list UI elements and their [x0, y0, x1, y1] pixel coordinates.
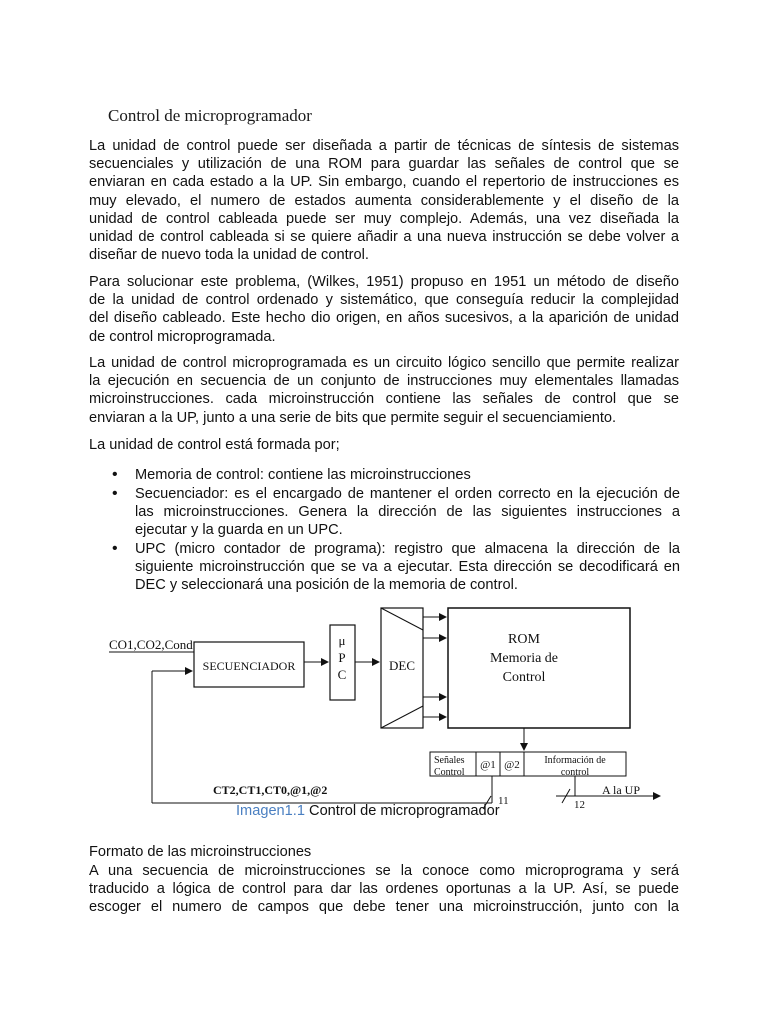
text-line: microinstrucciones. cada microinstrucción contiene las señales de control que se: [89, 391, 679, 408]
section-heading: Control de microprogramador: [108, 106, 312, 125]
field-info-label: Información de: [544, 755, 606, 766]
caption-text: Control de microprogramador: [304, 803, 500, 819]
text-line: las microinstrucciones. Genera la dirección de las siguientes instrucciones a: [135, 504, 680, 521]
text-line: del diseño cableado. Este hecho dio origen, en años sucesivos, a la aparición de unidad: [89, 310, 679, 327]
text-line: Secuenciador: es el encargado de mantener el orden correcto en la ejecución de: [135, 486, 680, 502]
text-line: La unidad de control puede ser diseñada a partir de técnicas de síntesis de sistemas: [89, 138, 679, 154]
text-line: diseñar de nuevo toda la unidad de control.: [89, 247, 369, 264]
text-line: A una secuencia de microinstrucciones se la conoce como microprograma y será: [89, 863, 679, 879]
text-line: ejecutar y la guarda en un UPC.: [135, 522, 343, 539]
text-line: siguiente microinstrucción que se va a ejecutar. Esta dirección se decodificará en: [135, 559, 680, 576]
upc-letter: C: [337, 667, 347, 682]
text-line: la ejecución en secuencia de un conjunto de instrucciones muy elementales llamadas: [89, 373, 679, 390]
rom-label: ROM: [508, 632, 540, 647]
upc-letter: μ: [338, 633, 346, 648]
bullet-item-3: [135, 540, 680, 595]
decoder-label: DEC: [389, 658, 415, 673]
field-senales-label: Control: [434, 767, 465, 778]
text-line: UPC (micro contador de programa): registro que almacena la dirección de la: [135, 541, 680, 557]
feedback-signals-label: CT2,CT1,CT0,@1,@2: [213, 783, 328, 797]
text-line: muy elevado, el numero de estados aumenta considerablemente y el diseño de la: [89, 192, 679, 209]
rom-label: Memoria de: [489, 651, 559, 666]
paragraph-3: [89, 354, 679, 427]
text-line: La unidad de control está formada por;: [89, 437, 340, 453]
figure-caption: [236, 803, 500, 819]
text-line: La unidad de control microprogramada es un circuito lógico sencillo que permite realizar: [89, 355, 679, 371]
text-line: unidad de control cableada si se quiere añadir a una nueva instrucción se debe volver a: [89, 229, 679, 246]
bullet-item-1: [135, 466, 680, 484]
field-a2-label: @2: [504, 759, 520, 771]
field-a1-label: @1: [480, 759, 496, 771]
field-info-label: control: [560, 767, 590, 778]
rom-control-memory-block: [448, 608, 630, 728]
paragraph-1: [89, 137, 679, 264]
caption-label: Imagen1.1: [236, 803, 305, 819]
text-line: enviaran en cada estado a la UP. Sin embargo, cuando el repertorio de instrucciones es: [89, 174, 679, 191]
text-line: Para solucionar este problema, (Wilkes, 1951) propuso en 1951 un método de diseño: [89, 274, 679, 290]
bullet-dot: •: [112, 485, 118, 502]
bullet-dot: •: [112, 466, 118, 483]
text-line: traducido a lógica de control para dar las ordenes oportunas a la UP. Así, se puede: [89, 881, 679, 898]
input-signals-label: CO1,CO2,Cond: [109, 637, 193, 652]
output-label: A la UP: [602, 783, 641, 797]
field-senales-label: Señales: [434, 755, 465, 766]
text-line: escoger el numero de campos que debe tener una microinstrucción, junto con la: [89, 899, 679, 916]
text-line: de la unidad de control ordenado y sistemático, que conseguía reducir la complejidad: [89, 292, 679, 309]
sequencer-label: SECUENCIADOR: [202, 659, 296, 673]
rom-label: Control: [502, 670, 546, 685]
paragraph-5: [89, 862, 679, 917]
bullet-dot: •: [112, 540, 118, 557]
text-line: DEC y seleccionará una posición de la memoria de control.: [135, 577, 518, 594]
text-line: Memoria de control: contiene las microinstrucciones: [135, 467, 471, 483]
paragraph-2: [89, 273, 679, 346]
upc-letter: P: [338, 650, 346, 665]
text-line: de control microprogramada.: [89, 328, 276, 345]
text-line: enviaran a la UP, junto a una serie de bits que permite seguir el secuenciamiento.: [89, 409, 617, 426]
bullet-item-2: [135, 485, 680, 540]
subsection-heading: Formato de las microinstrucciones: [89, 844, 312, 860]
text-line: unidad de control cableada puede ser muy complejo. Además, una vez diseñada la: [89, 210, 679, 227]
text-line: secuenciales y utilización de una ROM para guardar las señales de control que se: [89, 156, 679, 173]
microprogram-control-diagram: [100, 600, 680, 810]
bus-width-11: 11: [498, 795, 509, 807]
bus-width-12: 12: [574, 799, 585, 810]
paragraph-4: [89, 436, 679, 454]
